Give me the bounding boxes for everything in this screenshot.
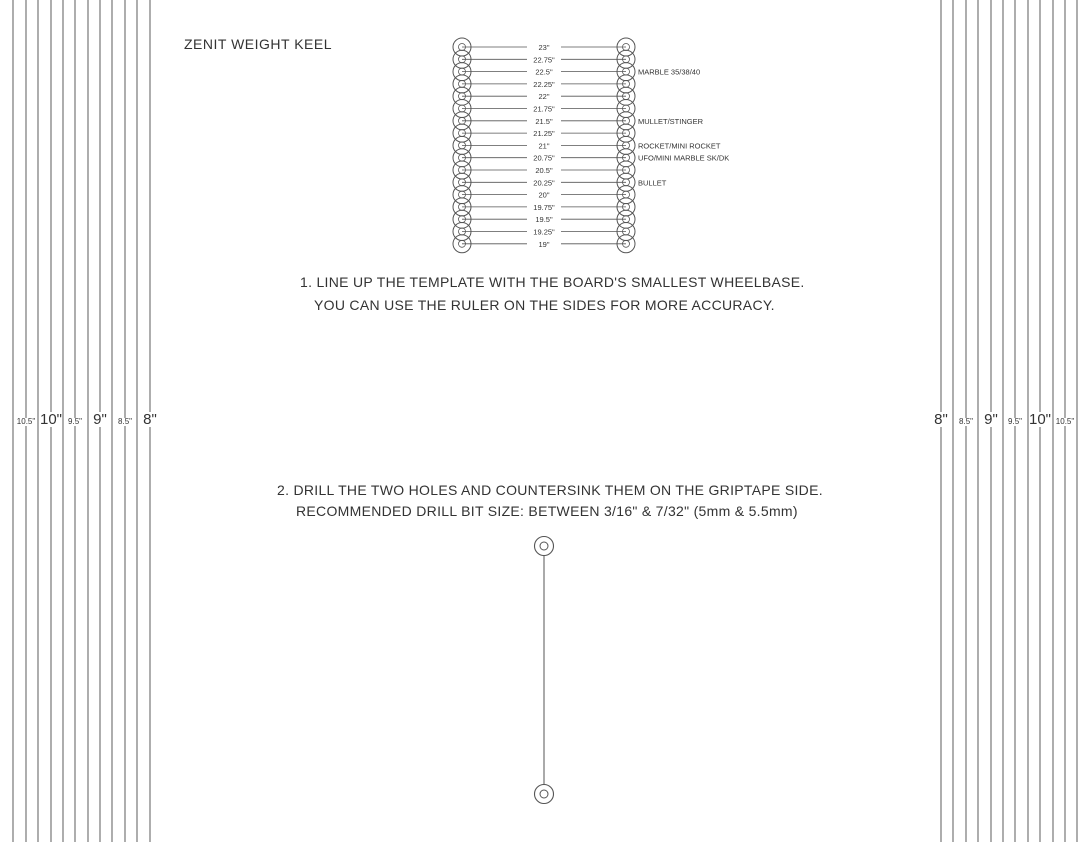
top-drill-hole-outer xyxy=(535,537,554,556)
ruler-right-label-8: 8" xyxy=(934,411,948,428)
wheelbase-template xyxy=(453,38,729,253)
bottom-drill-hole-outer xyxy=(535,785,554,804)
wheelbase-label: 19.5" xyxy=(535,215,553,225)
ruler-right-label-10-5: 10.5" xyxy=(1055,417,1075,426)
wheelbase-label: 22.5" xyxy=(535,67,553,77)
wheelbase-label: 21.75" xyxy=(533,104,555,114)
wheelbase-label: 19" xyxy=(538,239,550,249)
wheelbase-label: 23" xyxy=(538,43,550,52)
ruler-right-label-9-5: 9.5" xyxy=(1008,417,1022,426)
wheelbase-label: 20.25" xyxy=(533,178,555,188)
model-label: ROCKET/MINI ROCKET xyxy=(638,141,721,151)
ruler-right-label-10: 10" xyxy=(1028,411,1052,428)
drill-guide xyxy=(535,537,554,804)
step2-line1: 2. DRILL THE TWO HOLES AND COUNTERSINK THEM ON THE GRIPTAPE SIDE. xyxy=(277,482,823,498)
step2-line2: RECOMMENDED DRILL BIT SIZE: BETWEEN 3/16" & 7/32" (5mm & 5.5mm) xyxy=(296,503,798,519)
ruler-left-label-9: 9" xyxy=(93,411,107,428)
wheelbase-label: 20" xyxy=(538,190,550,200)
wheelbase-label: 21" xyxy=(538,141,550,151)
wheelbase-label: 22.25" xyxy=(533,79,555,89)
ruler-left-label-9-5: 9.5" xyxy=(68,417,82,426)
wheelbase-label: 19.75" xyxy=(533,202,555,212)
step1-line2: YOU CAN USE THE RULER ON THE SIDES FOR MORE ACCURACY. xyxy=(314,297,775,313)
wheelbase-label: 19.25" xyxy=(533,227,555,237)
wheelbase-label: 21.25" xyxy=(533,129,555,139)
wheelbase-label: 20.75" xyxy=(533,153,555,163)
ruler-left-label-10: 10" xyxy=(39,411,63,428)
model-label: BULLET xyxy=(638,178,667,188)
wheelbase-label: 22" xyxy=(538,92,550,102)
page-title: ZENIT WEIGHT KEEL xyxy=(184,36,333,52)
ruler-left-label-10-5: 10.5" xyxy=(16,417,36,426)
ruler-left-label-8-5: 8.5" xyxy=(118,417,132,426)
wheelbase-label: 20.5" xyxy=(535,166,553,175)
model-label: UFO/MINI MARBLE SK/DK xyxy=(638,153,730,163)
ruler-right-label-9: 9" xyxy=(984,411,998,428)
wheelbase-label: 22.75" xyxy=(533,55,555,65)
ruler-right-label-8-5: 8.5" xyxy=(959,417,973,426)
wheelbase-label: 21.5" xyxy=(535,116,553,126)
model-label: MULLET/STINGER xyxy=(638,116,704,126)
model-label: MARBLE 35/38/40 xyxy=(638,67,701,77)
ruler-left-label-8: 8" xyxy=(143,411,157,428)
step1-line1: 1. LINE UP THE TEMPLATE WITH THE BOARD'S SMALLEST WHEELBASE. xyxy=(300,274,805,290)
